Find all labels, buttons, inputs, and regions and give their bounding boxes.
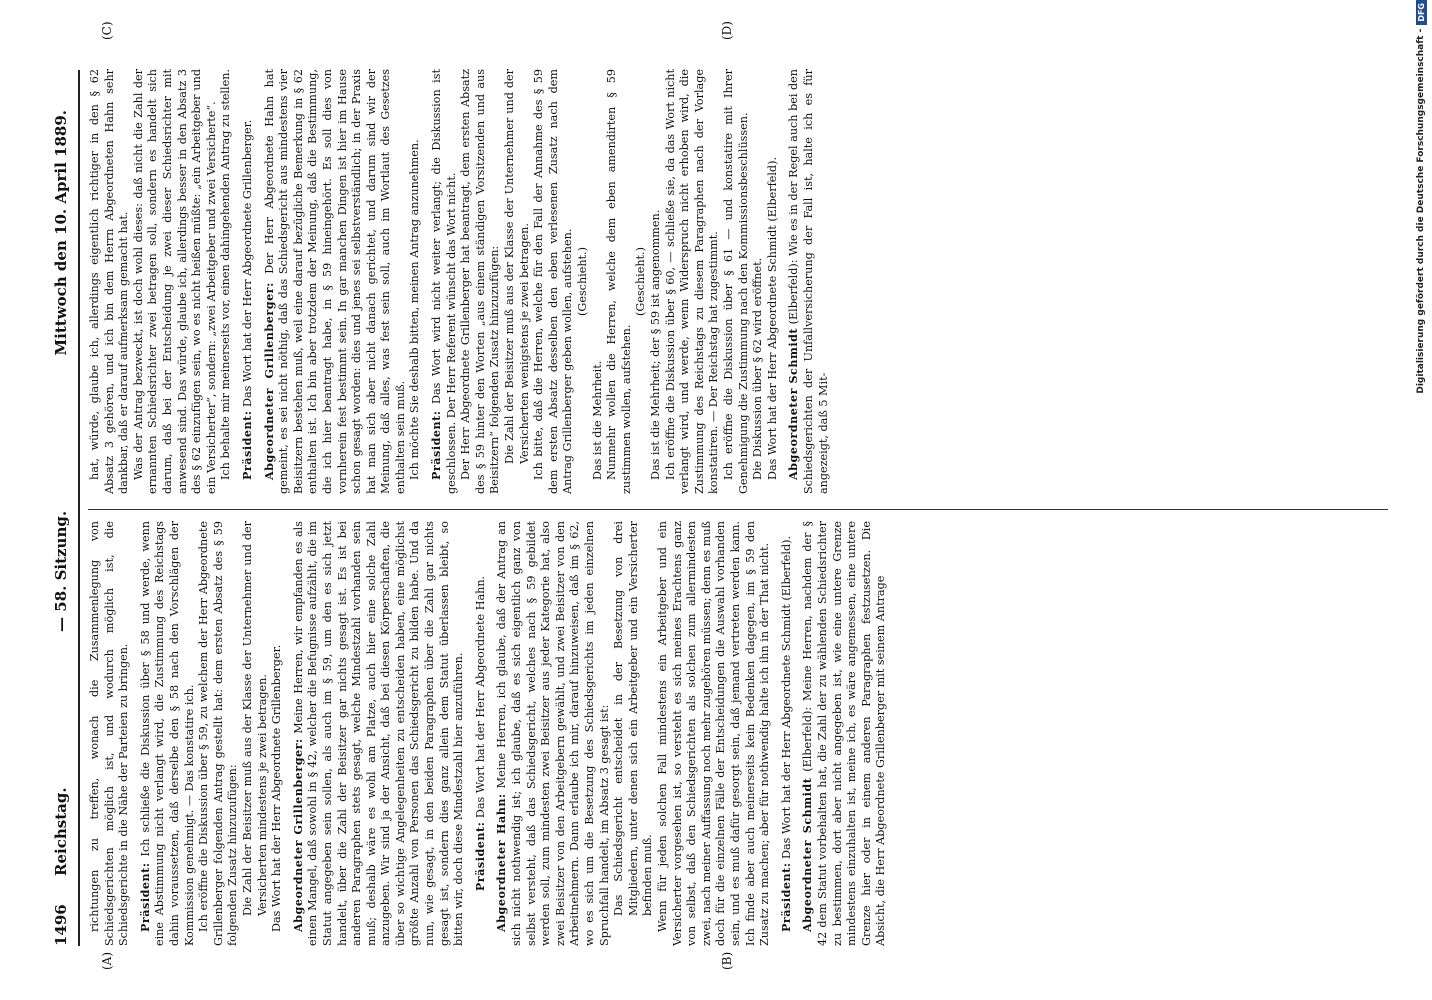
paragraph: Das ist die Mehrheit.	[590, 360, 604, 480]
header-publication: Reichstag.	[52, 787, 70, 876]
speech-text: Ich schließe die Diskussion über § 58 und werde, wenn eine Abstimmung nicht verlangt wird, die Zustimmung des Reichstags dahin voraussetzen, daß derselbe den § 58 nach den Vorschlägen der Kommission genehmigt. — Das konstatire ich.	[138, 521, 196, 946]
paragraph: Wenn für jeden solchen Fall mindestens ein Arbeitgeber und ein Versicherter vorgesehen ist, so versteht es sich meines Erachtens ganz von selbst, daß den Schiedsgerichten als solchen zum allermindesten zwei, nach meiner Auffassung noch mehr zugehören müssen; denn es muß doch für die einzelnen Fälle der Entscheidungen die Auswahl vorhanden sein, und es muß dafür gesorgt sein, daß jemand vertreten werden kann. Ich finde aber auch meinerseits kein Bedenken dagegen, im § 59 den Zusatz zu machen; aber für nothwendig halte ich ihn in der That nicht.	[655, 521, 772, 946]
speaker-name: Abgeordneter Grillenberger:	[261, 282, 276, 480]
speech-text: (Elberfeld): Wie es in der Regel auch bei den Schiedsgerichten der Unfallversicherung der Fall ist, halte ich es für angezeigt, daß 5 Mit-	[787, 69, 830, 494]
paragraph: richtungen zu treffen, wonach die Zusammenlegung von Schiedsgerichten möglich ist, und wodurch möglich ist, die Schiedsgerichte in die Nähe der Parteien zu bringen.	[88, 521, 131, 946]
speaker-name: Präsident:	[778, 862, 793, 932]
speech-text: Meine Herren, ich glaube, daß der Antrag an sich nicht nothwendig ist; ich glaube, daß es sich eigentlich ganz von selbst versteht, daß das Schiedsgericht, welches nach § 59 gebildet werden soll, zum mindesten zwei Beisitzer aus jeder Kategorie hat, also zwei Beisitzer von den Arbeitgebern gewählt, und zwei Beisitzer von den Arbeitnehmern. Dann erlaube ich mir, darauf hinzuweisen, daß im § 62, wo es sich um die Besetzung des Schiedsgerichts im jeden einzelnen Spruchfall handelt, im Absatz 3 gesagt ist:	[495, 521, 611, 946]
quoted-law-text: Das Schiedsgericht entscheidet in der Besetzung von drei Mitgliedern, unter denen sich ein Arbeitgeber und ein Versicherter befinden muß.	[612, 521, 655, 916]
quoted-amendment: Die Zahl der Beisitzer muß aus der Klasse der Unternehmer und der Versicherten mindestens je zwei betragen.	[240, 521, 269, 916]
paragraph: Die Diskussion über § 62 wird eröffnet.	[751, 257, 765, 480]
margin-letter-d: (D)	[720, 21, 734, 40]
margin-letter-a: (A)	[100, 951, 114, 970]
paragraph: Ich behalte mir meinerseits vor, einen dahingehenden Antrag zu stellen.	[219, 69, 233, 480]
speech-text: Das Wort hat der Herr Abgeordnete Hahn.	[473, 575, 487, 822]
paragraph	[240, 69, 256, 494]
speaker-name: Präsident:	[429, 410, 444, 480]
speaker-name: Abgeordneter Grillenberger:	[290, 738, 305, 932]
paragraph: Das Wort hat der Herr Abgeordnete Schmidt (Elberfeld).	[765, 156, 779, 480]
speaker-name: Präsident:	[137, 862, 152, 932]
header-sitting: — 58. Sitzung.	[52, 510, 70, 632]
digitization-footer	[1412, 0, 1430, 1000]
speech-text: Das Wort wird nicht weiter verlangt; die Diskussion ist geschlossen. Der Herr Referent wünscht das Wort nicht.	[430, 69, 458, 494]
stage-direction: (Geschieht.)	[576, 247, 589, 316]
paragraph	[786, 69, 831, 494]
paragraph: Das ist die Mehrheit; der § 59 ist angenommen.	[648, 209, 662, 480]
left-column	[88, 521, 1388, 946]
header-date: Mittwoch den 10. April 1889.	[52, 110, 70, 356]
page-header	[52, 70, 74, 946]
speaker-name: Präsident:	[472, 821, 487, 892]
right-column	[88, 69, 1388, 494]
paragraph	[429, 69, 459, 494]
speech-text: Der Herr Abgeordnete Hahn hat gemeint, es sei nicht nöthig, daß das Schiedsgericht aus mindestens vier Beisitzern bestehen muß, weil eine darauf bezügliche Bemerkung in § 62 enthalten ist. Ich bin aber trotzdem der Meinung, daß die Bestimmung, die ich hier beantragt habe, in § 59 hineingehört. Es soll dies von vornherein fest bestimmt sein. In gar manchen Dingen ist hier im Hause schon gesagt worden: dies und jenes sei selbstverständlich; in der Praxis hat man sich aber nicht danach gerichtet, und darum sind wir der Meinung, daß alles, was fest sein soll, auch im Wortlaut des Gesetzes enthalten sein muß.	[262, 69, 407, 494]
paragraph: Das Wort hat der Herr Abgeordnete Grillenberger.	[270, 644, 284, 932]
speaker-name: Präsident:	[239, 410, 254, 480]
header-running-title	[52, 70, 70, 876]
digitization-note: Digitalisierung gefördert durch die Deutsche Forschungsgemeinschaft -	[1416, 28, 1426, 394]
speech-text: Das Wort hat der Herr Abgeordnete Schmidt (Elberfeld).	[779, 535, 793, 863]
speaker-name: Abgeordneter Hahn:	[494, 793, 509, 932]
paragraph: Ich eröffne die Diskussion über § 59, zu welchem der Herr Abgeordnete Grillenberger folgenden Antrag gestellt hat: dem ersten Absatz des § 59 folgenden Zusatz hinzuzufügen:	[197, 521, 240, 946]
paragraph	[494, 521, 612, 946]
paragraph	[800, 521, 889, 946]
speech-text: (Elberfeld): Meine Herren, nachdem der § 42 dem Statut vorbehalten hat, die Zahl der zu wählenden Schiedsrichter zu bestimmen, dort aber nicht angegeben ist, wie eine untere Grenze mindestens einzuhalten ist, meine ich, es wäre angemessen, eine untere Grenze hier oder in einem anderen Paragraphen festzusetzen. Die Absicht, die Herr Abgeordnete Grillenberger mit seinem Antrage	[801, 521, 888, 946]
page-number: 1496	[52, 904, 70, 946]
stage-direction: (Geschieht.)	[634, 247, 648, 316]
header-rule	[78, 70, 80, 946]
paragraph: Ich möchte Sie deshalb bitten, meinen Antrag anzunehmen.	[408, 139, 422, 480]
quoted-amendment: Die Zahl der Beisitzer muß aus der Klasse der Unternehmer und der Versicherten wenigstens je zwei betragen.	[503, 69, 531, 464]
column-separator	[88, 509, 1388, 510]
speaker-name: Abgeordneter Schmidt	[786, 327, 801, 480]
speaker-name: Abgeordneter Schmidt	[800, 777, 815, 932]
dfg-logo-badge: DFG	[1416, 0, 1427, 25]
paragraph	[291, 521, 467, 946]
speech-text: Meine Herren, wir empfanden es als einen Mangel, daß sowohl in § 42, welcher die Befugnisse aufzählt, die im Statut angegeben sein sollen, als auch im § 59, um den es sich jetzt handelt, über die Zahl der Beisitzer gar nichts gesagt ist. Es ist bei anderen Paragraphen stets gesagt, welche Mindestzahl vorhanden sein muß; deshalb wäre es wohl am Platze, auch hier eine solche Zahl anzugeben. Wir sind ja der Ansicht, daß bei diesen Körperschaften, die über so wichtige Angelegenheiten zu entscheiden haben, eine möglichst größte Anzahl von Personen das Schiedsgericht zu bilden habe. Und da nun, wie gesagt, in den beiden Paragraphen über die Zahl gar nichts gesagt ist, sondern dies ganz allein dem Statut überlassen bleibt, so bitten wir, doch diese Mindestzahl hier anzuführen.	[291, 521, 466, 946]
paragraph: Nunmehr wollen die Herren, welche dem eben amendirten § 59 zustimmen wollen, aufstehen.	[605, 69, 633, 494]
paragraph	[138, 521, 197, 946]
paragraph	[473, 521, 489, 946]
paragraph: Der Herr Abgeordnete Grillenberger hat beantragt, dem ersten Absatz des § 59 hinter den Worten „aus einem ständigen Vorsitzenden und aus Beisitzern“ folgenden Zusatz hinzuzufügen:	[459, 69, 502, 494]
paragraph: Ich eröffne die Diskussion über § 60, — schließe sie, da das Wort nicht verlangt wird, und werde, wenn Widerspruch nicht erhoben wird, die Zustimmung des Reichstags zu diesem Paragraphen nach der Vorlage konstatiren. — Der Reichstag hat zugestimmt.	[663, 69, 721, 494]
margin-letter-c: (C)	[100, 21, 114, 40]
paragraph: hat, würde, glaube ich, allerdings eigentlich richtiger in den § 62 Absatz 3 gehören, und ich bin dem Herrn Abgeordneten Hahn sehr dankbar, daß er darauf aufmerksam gemacht hat.	[88, 69, 131, 494]
paragraph: Ich bitte, daß die Herren, welche für den Fall der Annahme des § 59 dem ersten Absatz desselben den eben verlesenen Zusatz nach dem Antrag Grillenberger geben wollen, aufstehen.	[532, 69, 575, 494]
paragraph: Was der Antrag bezweckt, ist doch wohl dieses: daß nicht die Zahl der ernannten Schiedsrichter zwei betragen soll, sondern es handelt sich darum, daß bei der Entscheidung je zwei dieser Schiedsrichter mit anwesend sind. Das würde, glaube ich, allerdings besser in den Absatz 3 des § 62 einzufügen sein, wo es nicht heißen müßte: „ein Arbeitgeber und ein Versicherter“, sondern: „zwei Arbeitgeber und zwei Versicherte“.	[131, 69, 218, 494]
paragraph	[262, 69, 409, 494]
margin-letter-b: (B)	[720, 951, 734, 970]
paragraph	[779, 521, 795, 946]
speech-text: Das Wort hat der Herr Abgeordnete Grillenberger.	[240, 119, 254, 411]
paragraph: Ich eröffne die Diskussion über § 61 — und konstatire mit Ihrer Genehmigung die Zustimmung nach den Kommissionsbeschlüssen.	[721, 69, 750, 494]
